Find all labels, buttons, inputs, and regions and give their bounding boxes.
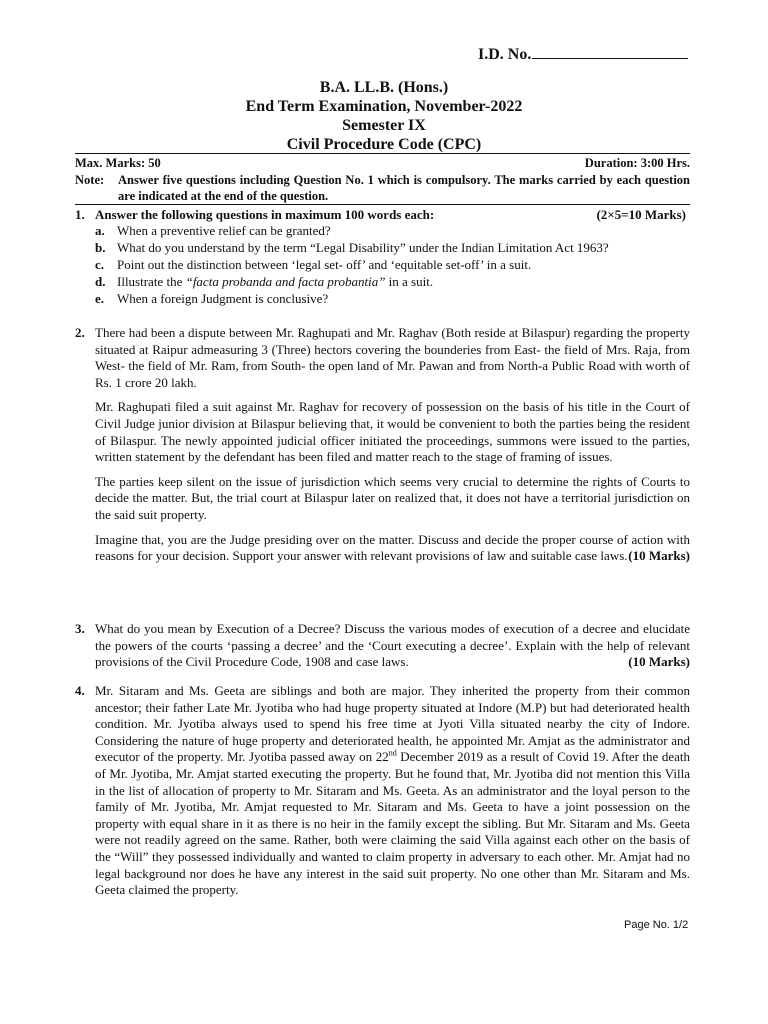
id-blank-line (532, 44, 688, 59)
question-3-marks: (10 Marks) (628, 654, 690, 670)
question-1-heading-text: Answer the following questions in maximum 100 words each: (95, 207, 435, 222)
sub-question-letter: c. (95, 257, 105, 272)
max-marks: Max. Marks: 50 (75, 156, 161, 170)
id-label: I.D. No. (478, 46, 532, 63)
note-label: Note: (75, 173, 105, 187)
question-number: 1. (75, 207, 85, 222)
question-3-paragraph (95, 621, 690, 671)
instructions-note (75, 172, 690, 204)
question-2-paragraph: There had been a dispute between Mr. Raghupati and Mr. Raghav (Both reside at Bilaspur) regarding the property situated at Raipur admeasuring 3 (Three) hectors covering the bounderies from East- the field of Mrs. Raja, from West- the field of Mr. Ram, from South- the open land of Mr. Pawan and from North-a Public Road with worth of Rs. 1 crore 20 lakh. (95, 325, 690, 390)
sub-question-text (117, 274, 690, 291)
sub-question-c (95, 257, 690, 274)
question-number: 3. (75, 621, 85, 636)
ordinal-suffix: nd (388, 749, 397, 759)
subject-title: Civil Procedure Code (CPC) (286, 136, 482, 153)
page-number: Page No. 1/2 (624, 919, 689, 931)
question-number: 2. (75, 325, 85, 340)
question-2-paragraph: The parties keep silent on the issue of jurisdiction which seems very crucial to determine the rights of Courts to decide the matter. But, the trial court at Bilaspur later on realized that, it does not have a territorial jurisdiction on the said suit property. (95, 473, 690, 522)
meta-row (75, 156, 690, 171)
sub-question-letter: e. (95, 291, 105, 306)
sub-question-text: What do you understand by the term “Legal Disability” under the Indian Limitation Act 1963? (117, 240, 609, 255)
id-number-field (478, 44, 688, 64)
question-1-heading (95, 207, 690, 223)
question-2-paragraph-text: Imagine that, you are the Judge presiding over on the matter. Discuss and decide the proper course of action with reasons for your decision. Support your answer with relevant provisions of law and suitable case laws. (95, 531, 690, 564)
sub-question-text: When a preventive relief can be granted? (117, 223, 331, 238)
sub-question-a (95, 223, 690, 240)
sub-question-letter: b. (95, 240, 106, 255)
question-4 (75, 683, 690, 907)
program-title: B.A. LL.B. (Hons.) (319, 79, 449, 96)
duration: Duration: 3:00 Hrs. (584, 156, 690, 170)
question-1-marks: (2×5=10 Marks) (596, 207, 686, 222)
sub-question-text-pre: Illustrate the (117, 274, 186, 289)
question-3-text: What do you mean by Execution of a Decree? Discuss the various modes of execution of a decree and elucidate the powers of the courts ‘passing a decree’ and the ‘Court executing a decree’. Explain with the help of relevant provisions of the Civil Procedure Code, 1908 and case laws. (95, 621, 690, 670)
sub-question-text: When a foreign Judgment is conclusive? (117, 291, 329, 306)
question-4-text-post: December 2019 as a result of Covid 19. After the death of Mr. Jyotiba, Mr. Amjat started executing the property. But he found that, Mr. Jyotiba did not mention this Villa in the list of allocation of property to Mr. Sitaram and Ms. Geeta. As an administrator and the loyal person to the family of Mr. Jyotiba, Mr. Amjat requested to Mr. Sitaram and Ms. Geeta to have a joint possession on the property with equal share in it as there is no heir in the family except the sibling. But Mr. Sitaram and Ms. Geeta were not readily agreed on the same. Rather, both were claiming the said Villa against each other on the basis of the “Will” they possessed individually and wanted to claim property in adversary to each other. Mr. Amjat had no legal background nor does he have any interest in the said suit property. No one other than Mr. Sitaram and Ms. Geeta claimed the property. (95, 749, 691, 898)
sub-question-b (95, 240, 690, 257)
sub-question-letter: a. (95, 223, 105, 238)
sub-question-d (95, 274, 690, 291)
latin-term: “facta probanda and facta probantia” (185, 274, 386, 289)
note-text: Answer five questions including Question No. 1 which is compulsory. The marks carried by each question are indicated at the end of the question. (118, 173, 690, 203)
sub-question-text-post: in a suit. (385, 274, 434, 289)
exam-title: End Term Examination, November-2022 (245, 98, 523, 115)
header-divider (75, 153, 690, 154)
question-2-paragraph (95, 532, 690, 565)
question-4-paragraph (95, 683, 690, 899)
note-divider (75, 204, 690, 205)
question-4-text-pre: Mr. Sitaram and Ms. Geeta are siblings and both are major. They inherited the property from their common ancestor; their father Late Mr. Jyotiba who had huge property situated at Indore (M.P) but had deteriorated health condition. Mr. Jyotiba always used to spend his free time at Jyoti Villa situated nearby the city of Indore. Considering the nature of huge property and deteriorated health, he appointed Mr. Amjat as the administrator and executor of the property. Mr. Jyotiba passed away on 22 (95, 683, 690, 765)
semester-title: Semester IX (342, 117, 426, 134)
sub-question-e (95, 291, 690, 308)
question-2-marks: (10 Marks) (628, 548, 690, 564)
sub-question-text: Point out the distinction between ‘legal set- off’ and ‘equitable set-off’ in a suit. (117, 257, 532, 272)
question-2 (75, 325, 690, 573)
sub-question-letter: d. (95, 274, 106, 289)
question-number: 4. (75, 683, 85, 698)
question-2-paragraph: Mr. Raghupati filed a suit against Mr. Raghav for recovery of possession on the basis of his title in the Court of Civil Judge junior division at Bilaspur believing that, it would be convenient to both the parties being the resident of Bilaspur. The newly appointed judicial officer initiated the proceedings, summons were issued to the parties, written statement by the defendant has been filed and matter reach to the stage of framing of issues. (95, 399, 690, 465)
question-3 (75, 621, 690, 679)
